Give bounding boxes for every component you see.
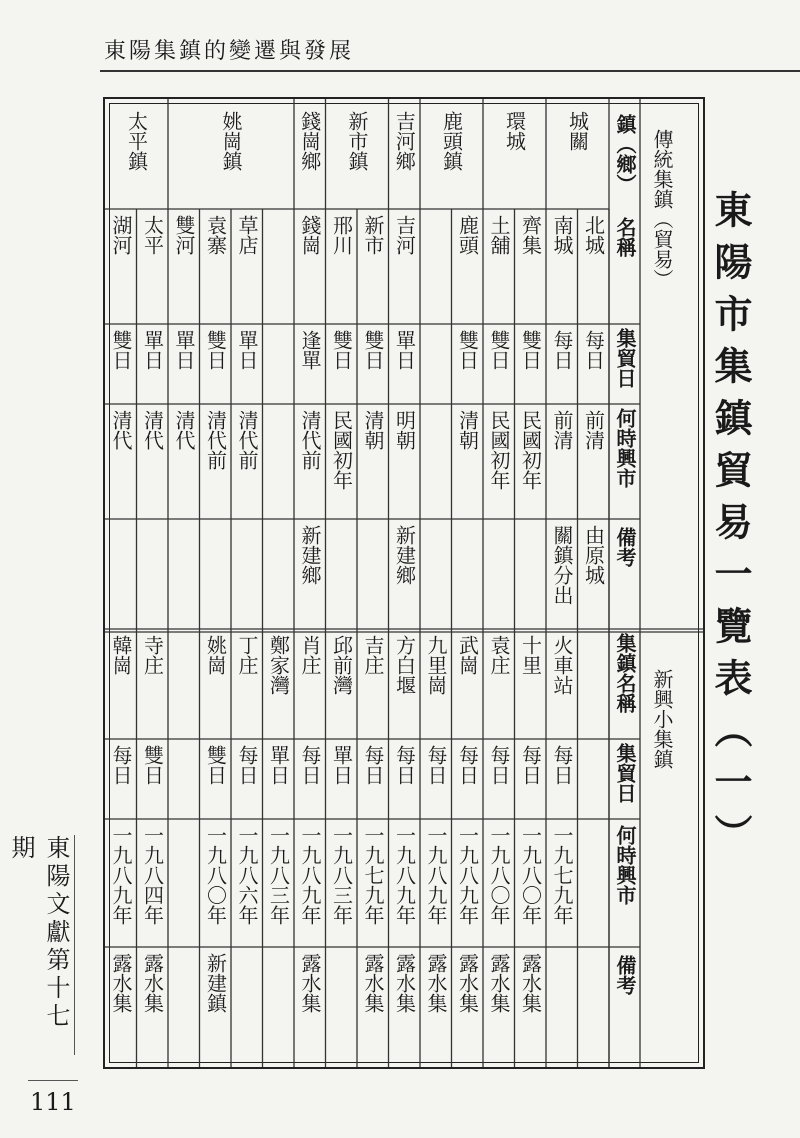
new_markets-note-7: 露水集 xyxy=(361,953,385,1013)
traditional-day-12: 雙日 xyxy=(203,330,228,370)
new_markets-day-7: 每日 xyxy=(361,745,385,785)
group-header-5: 錢崗鄉 xyxy=(297,111,322,171)
traditional-since-7: 清朝 xyxy=(361,410,385,450)
traditional-day-8: 雙日 xyxy=(329,330,354,370)
group-header-6: 姚崗鎮 xyxy=(219,111,243,171)
header-since: 何時興市 xyxy=(613,408,637,488)
group-header-4: 新市鎮 xyxy=(345,111,369,171)
new_markets-name-5: 九里崗 xyxy=(424,635,448,695)
new_markets-note-4: 露水集 xyxy=(455,953,480,1013)
traditional-name-4: 鹿頭 xyxy=(455,215,480,255)
new_markets-note-6: 露水集 xyxy=(392,953,417,1013)
new_markets-name-1: 火車站 xyxy=(550,635,574,695)
new_markets-note-9: 露水集 xyxy=(298,953,322,1013)
new_markets-since-10: 一九八三年 xyxy=(266,825,291,925)
group-header-2: 鹿頭鎮 xyxy=(439,111,464,171)
traditional-name-0: 北城 xyxy=(581,215,606,255)
new_markets-name-12: 姚崗 xyxy=(203,635,228,675)
new_markets-day-2: 每日 xyxy=(518,745,543,785)
new_markets-since-8: 一九八三年 xyxy=(329,825,354,925)
traditional-since-13: 清代 xyxy=(172,410,196,450)
new_markets-day-14: 雙日 xyxy=(140,745,165,785)
group-header-1: 環城 xyxy=(502,111,527,151)
new_markets-name-6: 方白堰 xyxy=(392,635,417,695)
new_markets-note-5: 露水集 xyxy=(424,953,448,1013)
new_markets-day-15: 每日 xyxy=(109,745,133,785)
traditional-day-6: 單日 xyxy=(392,330,417,370)
new-header-name: 集鎮名稱 xyxy=(613,633,637,713)
new_markets-name-15: 韓崗 xyxy=(109,635,133,675)
page-title: 東陽市集鎮貿易一覽表（一） xyxy=(708,190,753,866)
traditional-name-9: 錢崗 xyxy=(298,215,322,255)
new_markets-since-4: 一九八九年 xyxy=(455,825,480,925)
traditional-day-3: 雙日 xyxy=(487,330,511,370)
traditional-note-0: 由原城 xyxy=(581,525,606,585)
new_markets-since-5: 一九八九年 xyxy=(424,825,448,925)
new_markets-name-14: 寺庄 xyxy=(140,635,165,675)
new_markets-note-3: 露水集 xyxy=(487,953,511,1013)
traditional-since-8: 民國初年 xyxy=(329,410,354,490)
new-header-note: 備考 xyxy=(613,955,637,995)
traditional-day-9: 逢單 xyxy=(298,330,322,370)
traditional-note-1: 關鎮分出 xyxy=(550,525,574,605)
new_markets-day-3: 每日 xyxy=(487,745,511,785)
traditional-since-1: 前清 xyxy=(550,410,574,450)
traditional-name-15: 湖河 xyxy=(109,215,133,255)
traditional-day-14: 單日 xyxy=(140,330,165,370)
traditional-since-0: 前清 xyxy=(581,410,606,450)
new_markets-since-3: 一九八〇年 xyxy=(487,825,511,925)
traditional-since-15: 清代 xyxy=(109,410,133,450)
table-frame xyxy=(103,97,705,1069)
new_markets-day-8: 單日 xyxy=(329,745,354,785)
new_markets-since-1: 一九七九年 xyxy=(550,825,574,925)
new_markets-day-11: 每日 xyxy=(235,745,259,785)
new_markets-day-12: 雙日 xyxy=(203,745,228,785)
new_markets-name-7: 吉庄 xyxy=(361,635,385,675)
page-rule xyxy=(28,1080,78,1081)
traditional-name-14: 太平 xyxy=(140,215,165,255)
traditional-since-11: 清代前 xyxy=(235,410,259,470)
new-section-title: 新興小集鎮 xyxy=(650,669,674,769)
traditional-name-1: 南城 xyxy=(550,215,574,255)
traditional-since-2: 民國初年 xyxy=(518,410,543,490)
new_markets-since-11: 一九八六年 xyxy=(235,825,259,925)
new_markets-since-2: 一九八〇年 xyxy=(518,825,543,925)
running-header xyxy=(100,30,800,72)
traditional-name-8: 邢川 xyxy=(329,215,354,255)
traditional-since-3: 民國初年 xyxy=(487,410,511,490)
new_markets-note-15: 露水集 xyxy=(109,953,133,1013)
new_markets-since-9: 一九八九年 xyxy=(298,825,322,925)
new-header-since: 何時興市 xyxy=(613,825,637,905)
new_markets-name-3: 袁庄 xyxy=(487,635,511,675)
traditional-since-4: 清朝 xyxy=(455,410,480,450)
group-header-7: 太平鎮 xyxy=(124,111,149,171)
new_markets-day-1: 每日 xyxy=(550,745,574,785)
traditional-note-6: 新建鄉 xyxy=(392,525,417,585)
traditional-section-title: 傳統集鎮（貿易） xyxy=(650,129,674,289)
new_markets-name-11: 丁庄 xyxy=(235,635,259,675)
new_markets-name-2: 十里 xyxy=(518,635,543,675)
traditional-name-11: 草店 xyxy=(235,215,259,255)
traditional-since-9: 清代前 xyxy=(298,410,322,470)
new_markets-day-10: 單日 xyxy=(266,745,291,785)
new_markets-note-14: 露水集 xyxy=(140,953,165,1013)
traditional-day-2: 雙日 xyxy=(518,330,543,370)
new_markets-day-9: 每日 xyxy=(298,745,322,785)
new_markets-name-8: 邱前灣 xyxy=(329,635,354,695)
running-header-title: 東陽集鎮的變遷與發展 xyxy=(104,39,355,64)
new_markets-name-9: 肖庄 xyxy=(298,635,322,675)
traditional-name-7: 新市 xyxy=(361,215,385,255)
traditional-since-14: 清代 xyxy=(140,410,165,450)
traditional-since-12: 清代前 xyxy=(203,410,228,470)
traditional-name-13: 雙河 xyxy=(172,215,196,255)
new_markets-since-7: 一九七九年 xyxy=(361,825,385,925)
new_markets-day-4: 每日 xyxy=(455,745,480,785)
new_markets-since-15: 一九八九年 xyxy=(109,825,133,925)
publication-name: 東陽文獻第十七期 xyxy=(24,835,75,1055)
page-number: 111 xyxy=(30,1088,76,1116)
header-town: 鎮（鄉） xyxy=(613,114,637,194)
new_markets-note-2: 露水集 xyxy=(518,953,543,1013)
new_markets-note-12: 新建鎮 xyxy=(203,953,228,1013)
traditional-day-0: 每日 xyxy=(581,330,606,370)
traditional-day-11: 單日 xyxy=(235,330,259,370)
traditional-name-3: 土舖 xyxy=(487,215,511,255)
traditional-day-1: 每日 xyxy=(550,330,574,370)
traditional-note-9: 新建鄉 xyxy=(298,525,322,585)
new_markets-since-14: 一九八四年 xyxy=(140,825,165,925)
traditional-day-15: 雙日 xyxy=(109,330,133,370)
new_markets-since-12: 一九八〇年 xyxy=(203,825,228,925)
group-header-0: 城關 xyxy=(565,111,590,151)
traditional-name-2: 齊集 xyxy=(518,215,543,255)
traditional-day-13: 單日 xyxy=(172,330,196,370)
traditional-name-12: 袁寨 xyxy=(203,215,228,255)
new-header-day: 集貿日 xyxy=(613,743,637,803)
new_markets-name-4: 武崗 xyxy=(455,635,480,675)
traditional-day-7: 雙日 xyxy=(361,330,385,370)
traditional-since-6: 明朝 xyxy=(392,410,417,450)
new_markets-day-5: 每日 xyxy=(424,745,448,785)
new_markets-since-6: 一九八九年 xyxy=(392,825,417,925)
header-name: 名稱 xyxy=(613,217,637,257)
header-day: 集貿日 xyxy=(613,328,637,388)
traditional-day-4: 雙日 xyxy=(455,330,480,370)
header-note: 備考 xyxy=(613,527,637,567)
new_markets-day-6: 每日 xyxy=(392,745,417,785)
new_markets-name-10: 鄭家灣 xyxy=(266,635,291,695)
group-header-3: 吉河鄉 xyxy=(392,111,417,171)
traditional-name-6: 吉河 xyxy=(392,215,417,255)
